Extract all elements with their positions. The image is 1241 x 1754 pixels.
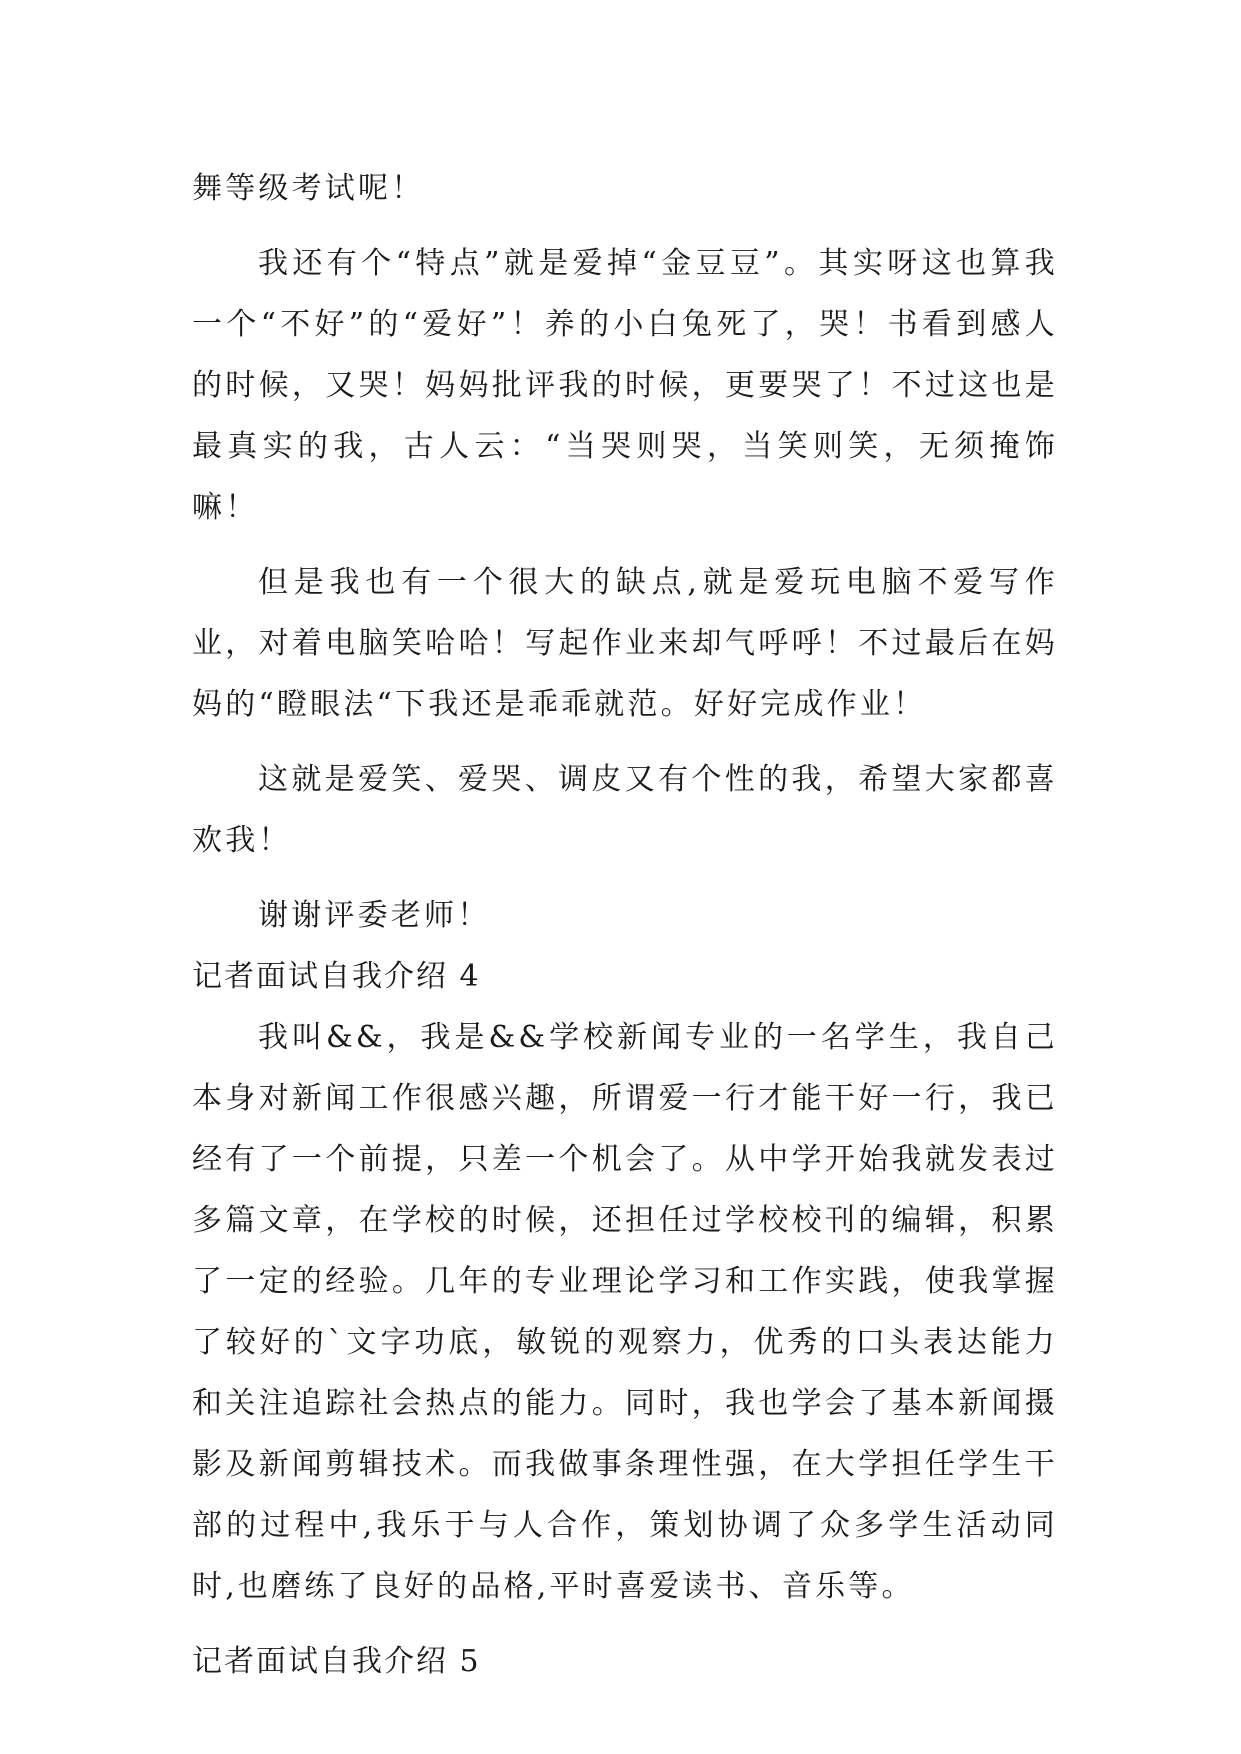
paragraph-summary: 这就是爱笑、爱哭、调皮又有个性的我，希望大家都喜欢我！: [192, 762, 1058, 858]
section-heading-5: 记者面试自我介绍 5: [192, 1644, 481, 1679]
paragraph-golden-beans: 我还有个“特点”就是爱掉“金豆豆”。其实呀这也算我一个“不好”的“爱好”！养的小白兔死了，哭！书看到感人的时候，又哭！妈妈批评我的时候，更要哭了！不过这也是最真实的我，古人云：“当哭则哭，当笑则笑，无须掩饰嘛！: [192, 246, 1058, 525]
document-body: [192, 158, 1058, 1692]
paragraph-thanks: 谢谢评委老师！: [258, 898, 491, 933]
paragraph-reporter-intro: 我叫&&，我是&&学校新闻专业的一名学生，我自己本身对新闻工作很感兴趣，所谓爱一行才能干好一行，我已经有了一个前提，只差一个机会了。从中学开始我就发表过多篇文章，在学校的时候，还担任过学校校刊的编辑，积累了一定的经验。几年的专业理论学习和工作实践，使我掌握了较好的`文字功底，敏锐的观察力，优秀的口头表达能力和关注追踪社会热点的能力。同时，我也学会了基本新闻摄影及新闻剪辑技术。而我做事条理性强，在大学担任学生干部的过程中,我乐于与人合作，策划协调了众多学生活动同时,也磨练了良好的品格,平时喜爱读书、音乐等。: [192, 1020, 1058, 1604]
paragraph-continuation: 舞等级考试呢！: [192, 171, 425, 206]
paragraph-shortcoming: 但是我也有一个很大的缺点,就是爱玩电脑不爱写作业，对着电脑笑哈哈！写起作业来却气呼呼！不过最后在妈妈的“瞪眼法“下我还是乖乖就范。好好完成作业！: [192, 565, 1058, 722]
section-heading-4: 记者面试自我介绍 4: [192, 959, 481, 994]
